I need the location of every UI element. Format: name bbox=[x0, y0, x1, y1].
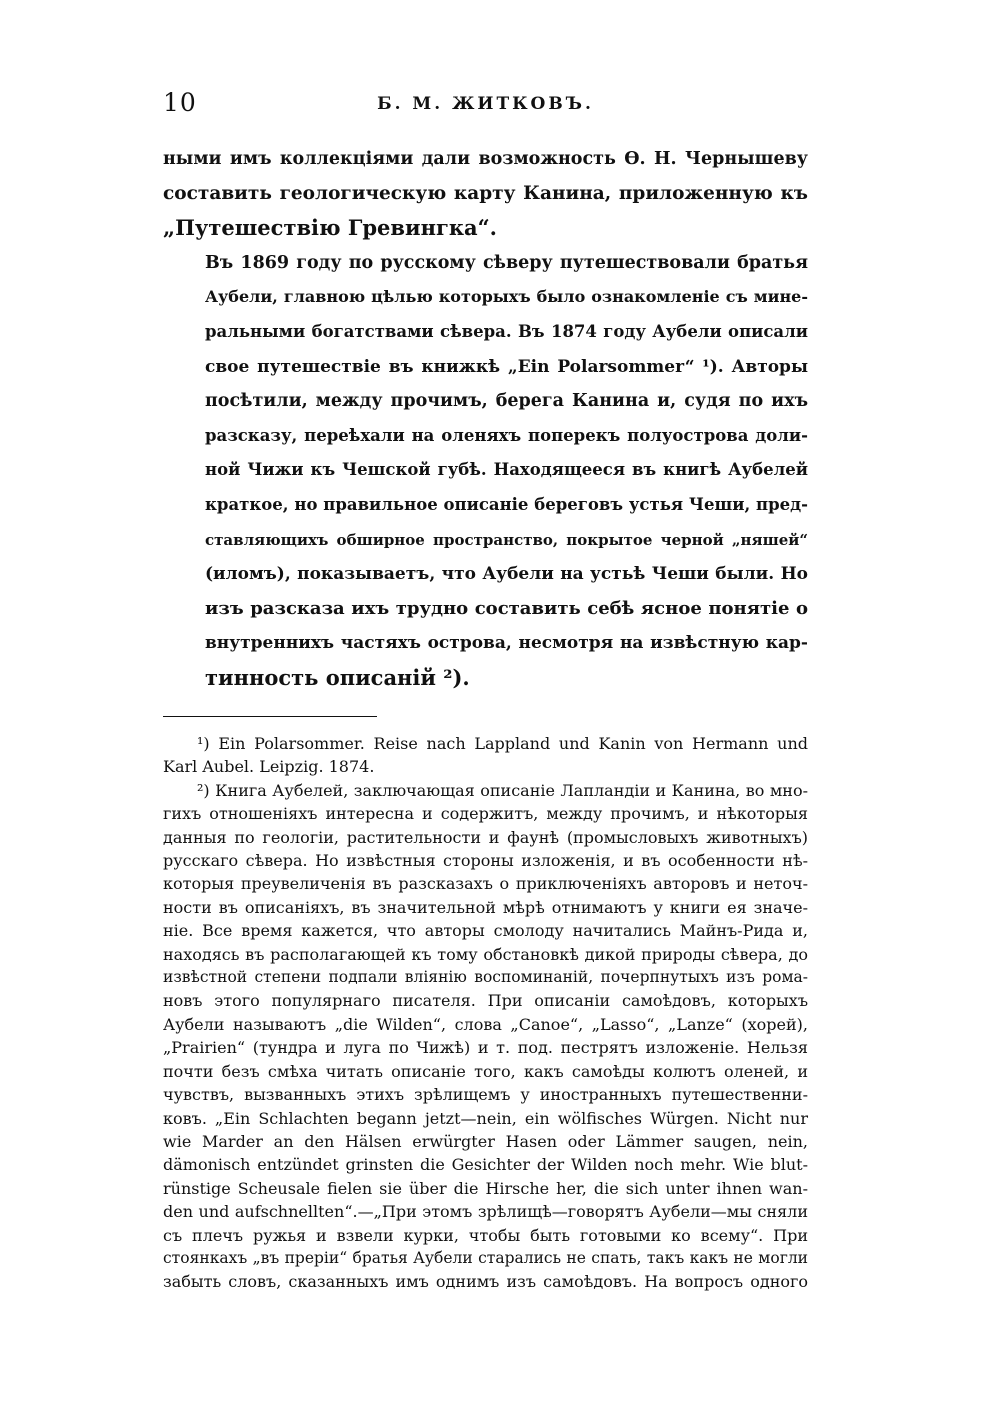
footnote-line: ности въ описаніяхъ, въ значительной мѣрѣ отнимаютъ у книги ея значе- bbox=[163, 897, 808, 917]
footnote-line: dämonisch entzündet grinsten die Gesichter der Wilden noch mehr. Wie blut- bbox=[163, 1155, 808, 1175]
text-line: посѣтили, между прочимъ, берега Канина и, судя по ихъ bbox=[205, 391, 808, 412]
footnote-line: новъ этого популярнаго писателя. При описаніи самоѣдовъ, которыхъ bbox=[163, 991, 808, 1011]
text-line: краткое, но правильное описаніе береговъ устья Чеши, пред- bbox=[205, 494, 808, 514]
footnote-2 bbox=[163, 779, 808, 1294]
text-line: разсказу, переѣхали на оленяхъ поперекъ полуострова доли- bbox=[205, 425, 808, 445]
text-line: составить геологическую карту Канина, приложенную къ bbox=[163, 182, 808, 204]
footnote-line: Аубели называютъ „die Wilden“, слова „Canoe“, „Lasso“, „Lanze“ (хорей), bbox=[163, 1014, 808, 1034]
footnote-line: „Prairien“ (тундра и луга по Чижѣ) и т. под. пестрятъ изложеніе. Нельзя bbox=[163, 1038, 808, 1058]
page-number: 10 bbox=[163, 88, 197, 117]
footnote-line: почти безъ смѣха читать описаніе того, какъ самоѣды колютъ оленей, и bbox=[163, 1061, 808, 1081]
footnote-line: rünstige Scheusale fielen sie über die Hirsche her, die sich unter ihnen wan- bbox=[163, 1178, 808, 1198]
footnote-line: ¹) Ein Polarsommer. Reise nach Lappland und Kanin von Hermann und bbox=[197, 734, 808, 753]
page-header bbox=[163, 88, 808, 122]
footnote-line: забыть словъ, сказанныхъ имъ однимъ изъ самоѣдовъ. На вопросъ одного bbox=[163, 1272, 808, 1292]
footnotes bbox=[163, 732, 808, 1294]
footnote-line: гихъ отношеніяхъ интересна и содержитъ, между прочимъ, и нѣкоторыя bbox=[163, 804, 808, 824]
footnote-1 bbox=[163, 732, 808, 779]
footnote-line: Karl Aubel. Leipzig. 1874. bbox=[163, 757, 375, 777]
footnote-line: извѣстной степени подпали вліянію воспоминаній, почерпнутыхъ изъ рома- bbox=[163, 968, 808, 987]
footnote-line: которыя преувеличенія въ разсказахъ о приключеніяхъ авторовъ и неточ- bbox=[163, 874, 808, 894]
footnote-line: находясь въ располагающей къ тому обстановкѣ дикой природы сѣвера, до bbox=[163, 944, 808, 964]
footnote-line: den und aufschnellten“.—„При этомъ зрѣлищѣ—говорятъ Аубели—мы сняли bbox=[163, 1202, 808, 1222]
footnote-line: данныя по геологіи, растительности и фаунѣ (промысловыхъ животныхъ) bbox=[163, 827, 808, 847]
footnote-line: съ плечъ ружья и взвели курки, чтобы быть готовыми ко всему“. При bbox=[163, 1225, 808, 1245]
text-line: изъ разсказа ихъ трудно составить себѣ ясное понятіе о bbox=[205, 597, 808, 619]
text-line: ными имъ коллекціями дали возможность Ѳ. Н. Чернышеву bbox=[163, 149, 808, 169]
text-line: внутреннихъ частяхъ острова, несмотря на извѣстную кар- bbox=[205, 633, 808, 654]
text-line: ставляющихъ обширное пространство, покрытое черной „няшей“ bbox=[205, 530, 808, 549]
text-line: тинность описаній ²). bbox=[205, 664, 470, 690]
running-title: Б. М. ЖИТКОВЪ. bbox=[377, 94, 594, 114]
footnote-line: ковъ. „Ein Schlachten begann jetzt—nein, ein wölfisches Würgen. Nicht nur bbox=[163, 1108, 808, 1128]
text-line: Аубели, главною цѣлью которыхъ было ознакомленіе съ мине- bbox=[205, 287, 808, 307]
main-text bbox=[163, 142, 808, 696]
paragraph-1 bbox=[163, 142, 808, 246]
footnote-line: чувствъ, вызванныхъ этихъ зрѣлищемъ у иностранныхъ путешественни- bbox=[163, 1085, 808, 1105]
footnote-line: ²) Книга Аубелей, заключающая описаніе Лапландіи и Канина, во мно- bbox=[197, 780, 808, 800]
footnote-line: стоянкахъ „въ преріи“ братья Аубели старались не спать, такъ какъ не могли bbox=[163, 1248, 808, 1267]
footnote-separator bbox=[163, 716, 377, 717]
text-line: Въ 1869 году по русскому сѣверу путешествовали братья bbox=[205, 252, 808, 273]
footnote-line: ніе. Все время кажется, что авторы смолоду начитались Майнъ-Рида и, bbox=[163, 921, 808, 941]
paragraph-2 bbox=[163, 246, 808, 696]
footnote-line: wie Marder an den Hälsen erwürgter Hasen oder Lämmer saugen, nein, bbox=[163, 1131, 808, 1151]
text-line: (иломъ), показываетъ, что Аубели на устьѣ Чеши были. Но bbox=[205, 564, 808, 585]
text-line: ральными богатствами сѣвера. Въ 1874 году Аубели описали bbox=[205, 321, 808, 341]
text-line: „Путешествію Гревингка“. bbox=[163, 215, 497, 241]
footnote-line: русскаго сѣвера. Но извѣстныя стороны изложенія, и въ особенности нѣ- bbox=[163, 851, 808, 871]
text-line: свое путешествіе въ книжкѣ „Ein Polarsommer“ ¹). Авторы bbox=[205, 356, 808, 377]
text-line: ной Чижи къ Чешской губѣ. Находящееся въ книгѣ Аубелей bbox=[205, 460, 808, 480]
